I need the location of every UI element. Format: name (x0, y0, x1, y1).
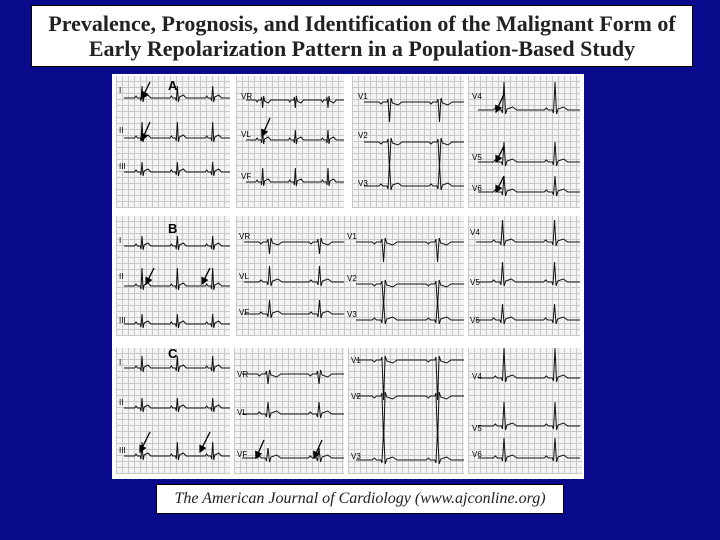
row-label-a: A (168, 78, 178, 93)
ecg-trace (124, 162, 230, 176)
lead-label: VL (239, 272, 249, 281)
ecg-trace (246, 96, 344, 108)
ecg-figure (112, 74, 584, 479)
lead-label: II (119, 126, 124, 135)
lead-label: V5 (470, 278, 480, 287)
lead-label: III (119, 316, 126, 325)
lead-label: V4 (470, 228, 480, 237)
title-box (31, 5, 693, 67)
ecg-trace (478, 176, 580, 196)
ecg-trace (242, 402, 344, 418)
lead-label: V2 (351, 392, 361, 401)
ecg-trace (244, 300, 344, 318)
ecg-trace (244, 238, 344, 254)
ecg-trace (478, 142, 580, 166)
ecg-traces (112, 74, 584, 479)
ecg-trace (476, 262, 580, 286)
lead-label: V2 (358, 131, 368, 140)
lead-label: V6 (472, 450, 482, 459)
ecg-trace (124, 268, 230, 290)
lead-label: I (119, 358, 122, 367)
ecg-trace (242, 370, 344, 384)
arrow-icon (202, 268, 210, 284)
arrow-icon (140, 432, 150, 452)
lead-label: VL (241, 130, 251, 139)
lead-label: V3 (358, 179, 368, 188)
ecg-trace (124, 398, 230, 412)
journal-footer: The American Journal of Cardiology (www.ajconline.org) (174, 490, 546, 507)
slide-title-line-2: Early Repolarization Pattern in a Population-Based Study (88, 36, 636, 61)
ecg-trace (246, 130, 344, 144)
ecg-trace (364, 138, 464, 168)
lead-label: III (119, 446, 126, 455)
lead-label: V1 (358, 92, 368, 101)
ecg-trace (476, 304, 580, 324)
ecg-trace (356, 300, 464, 324)
lead-label: V3 (351, 452, 361, 461)
ecg-trace (124, 314, 230, 328)
lead-label: III (119, 162, 126, 171)
ecg-trace (124, 356, 230, 372)
row-label-c: C (168, 346, 178, 361)
lead-label: V1 (351, 356, 361, 365)
lead-label: VF (241, 172, 252, 181)
arrow-icon (142, 122, 150, 140)
lead-label: V4 (472, 372, 482, 381)
lead-label: VF (239, 308, 250, 317)
ecg-trace (124, 86, 230, 102)
ecg-trace (364, 164, 464, 190)
lead-label: V5 (472, 424, 482, 433)
ecg-trace (364, 98, 464, 122)
footer-box (156, 484, 564, 514)
arrow-icon (200, 432, 210, 452)
ecg-trace (478, 402, 580, 430)
lead-label: V6 (472, 184, 482, 193)
ecg-trace (478, 438, 580, 462)
slide-title-line-1: Prevalence, Prognosis, and Identification of the Malignant Form of (48, 11, 676, 36)
ecg-trace (356, 356, 464, 400)
lead-label: VR (239, 232, 251, 241)
lead-label: VF (237, 450, 248, 459)
lead-label: V1 (347, 232, 357, 241)
ecg-trace (476, 220, 580, 246)
lead-label: I (119, 86, 122, 95)
ecg-trace (124, 236, 230, 250)
ecg-trace (356, 430, 464, 464)
ecg-trace (478, 348, 580, 382)
lead-label: VL (237, 408, 247, 417)
lead-label: V6 (470, 316, 480, 325)
ecg-trace (478, 82, 580, 114)
lead-label: V3 (347, 310, 357, 319)
lead-label: VR (237, 370, 249, 379)
ecg-trace (124, 122, 230, 142)
arrow-icon (262, 118, 270, 136)
lead-label: II (119, 272, 124, 281)
ecg-trace (246, 168, 344, 186)
lead-label: V4 (472, 92, 482, 101)
ecg-trace (356, 238, 464, 262)
ecg-trace (356, 392, 464, 440)
lead-label: V2 (347, 274, 357, 283)
arrow-icon (256, 440, 264, 458)
lead-label: I (119, 236, 122, 245)
lead-label: II (119, 398, 124, 407)
ecg-trace (244, 266, 344, 286)
lead-label: VR (241, 92, 253, 101)
arrow-icon (146, 268, 154, 284)
ecg-trace (356, 280, 464, 306)
row-label-b: B (168, 221, 178, 236)
lead-label: V5 (472, 153, 482, 162)
